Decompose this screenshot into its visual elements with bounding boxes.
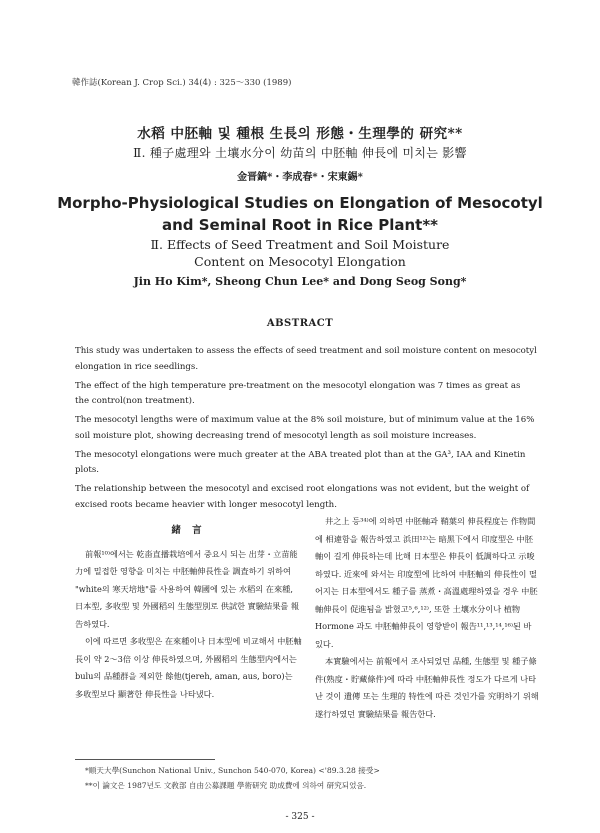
- body-paragraph: 本實驗에서는 前報에서 조사되었던 品種, 生態型 및 種子條件(熟度・貯藏條件)에 따라 中胚軸伸長性 정도가 다르게 나타난 것이 遺傳 또는 生理的 特性에 따른 것인가를 究明하기 위해 遂行하였던 實驗結果를 報告한다.: [315, 656, 539, 719]
- abstract-body: [75, 344, 537, 517]
- footnote-divider: [75, 759, 215, 760]
- body-paragraph: 이에 따르면 多收型은 在來種이나 日本型에 비교해서 中胚軸長이 약 2～3倍 이상 伸長하였으며, 外國稻의 生態型内에서는 bulu의 品種群을 제외한 餘他(tjereh, aman, aus, boro)는 多收型보다 顯著한 伸長性을 나타냈다.: [75, 636, 302, 699]
- korean-subtitle: Ⅱ. 種子處理와 土壤水分이 幼苗의 中胚軸 伸長에 미치는 影響: [133, 146, 467, 160]
- english-subtitle-line-1: Ⅱ. Effects of Seed Treatment and Soil Moisture: [150, 237, 450, 252]
- english-authors: Jin Ho Kim*, Sheong Chun Lee* and Dong Seog Song*: [133, 275, 467, 288]
- page-number: - 325 -: [285, 812, 315, 822]
- footnotes: [85, 763, 380, 793]
- english-subtitle: [0, 236, 600, 270]
- journal-reference: 韓作誌(Korean J. Crop Sci.) 34(4) : 325～330 (1989): [72, 78, 292, 88]
- abstract-paragraph: The mesocotyl lengths were of maximum value at the 8% soil moisture, but of minimum value at the 16% soil moisture plot, showing decreasing trend of mesocotyl length as soil moisture increases.: [75, 415, 535, 441]
- footnote-affiliation: *順天大學(Sunchon National Univ., Sunchon 540-070, Korea) <'89.3.28 接受>: [85, 766, 380, 775]
- abstract-paragraph: The relationship between the mesocotyl and excised root elongations was not evident, but the weight of excised roots became heavier with longer mesocotyl length.: [75, 484, 530, 510]
- english-title: [0, 192, 600, 236]
- abstract-paragraph: The mesocotyl elongations were much greater at the ABA treated plot than at the GA³, IAA and Kinetin plots.: [75, 449, 526, 476]
- english-subtitle-line-2: Content on Mesocotyl Elongation: [194, 254, 406, 269]
- english-title-line-1: Morpho-Physiological Studies on Elongation of Mesocotyl: [57, 194, 543, 212]
- abstract-paragraph: This study was undertaken to assess the effects of seed treatment and soil moisture content on mesocotyl elongation in rice seedlings.: [75, 346, 537, 372]
- abstract-paragraph: The effect of the high temperature pre-treatment on the mesocotyl elongation was 7 times as great as the control(non treatment).: [75, 380, 521, 407]
- body-right-column: [315, 513, 540, 723]
- body-paragraph: 前報¹⁰⁾에서는 乾畓直播栽培에서 중요시 되는 出芽・立苗能力에 밀접한 영향을 미치는 中胚軸伸長性을 調査하기 위하여 "white의 寒天培地"를 사용하여 韓國에 있는 水稻의 在來種, 日本型, 多收型 및 外國稻의 生態型別로 供試한 實驗結果를 報告하였다.: [75, 548, 300, 629]
- abstract-heading: ABSTRACT: [266, 318, 334, 329]
- footnote-funding: **이 論文은 1987년도 文敎部 自由公募課題 學術研究 助成費에 의하여 研究되었음.: [85, 781, 367, 790]
- korean-authors: 金晋鎬*・李成春*・宋東錫*: [237, 172, 363, 183]
- introduction-heading: 緒 言: [171, 525, 206, 536]
- english-title-line-2: and Seminal Root in Rice Plant**: [161, 216, 439, 234]
- body-left-column: [75, 522, 302, 703]
- korean-title: 水稻 中胚軸 및 種根 生長의 形態・生理學的 研究**: [137, 126, 463, 142]
- body-paragraph: 井之上 등³⁴⁾에 의하면 中胚軸과 鞘葉의 伸長程度는 作物間에 相違함을 報告하였고 浜田¹²⁾는 暗黑下에서 印度型은 中胚軸이 길게 伸長하는데 比해 日本型은 伸長이 低調하다고 示唆하였다. 近來에 와서는 印度型에 比하여 中胚軸의 伸長性이 떨어지는 日本型에서도 種子를 蒸煮・高溫處理하였을 경우 中胚軸伸長이 促進됨을 밝혔고⁵,⁶,¹²⁾, 또한 土壤水分이나 植物Hormone 과도 中胚軸伸長이 영향받이 報告¹¹,¹³,¹⁴,¹⁶⁾된 바 있다.: [315, 516, 538, 649]
